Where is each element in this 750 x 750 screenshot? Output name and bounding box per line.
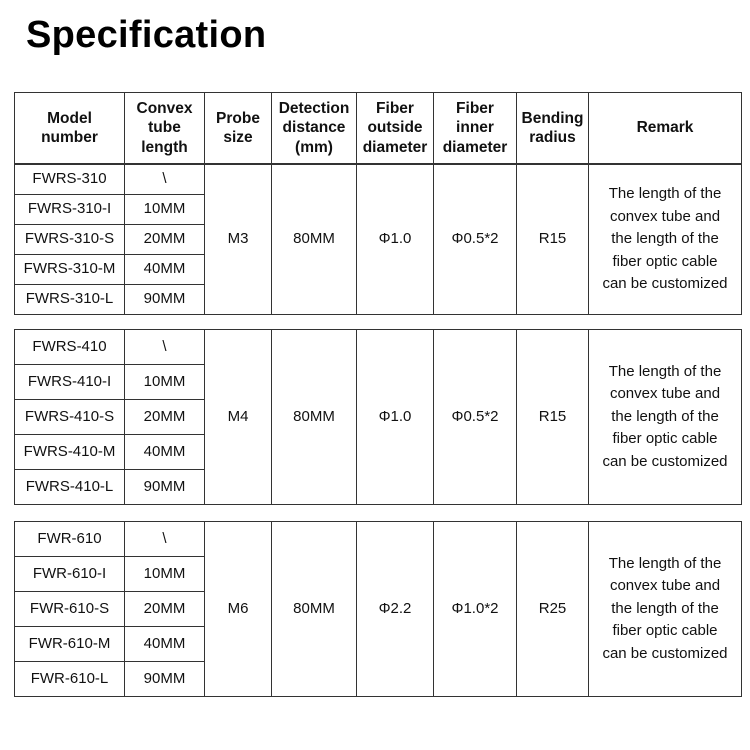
tube-length-cell: 40MM (125, 255, 205, 285)
tube-length-cell: 90MM (125, 662, 205, 697)
tube-length-cell: 20MM (125, 400, 205, 435)
header-row (15, 93, 742, 164)
header-remark: Remark (589, 93, 742, 164)
remark-line: fiber optic cable (612, 430, 718, 448)
remark-cell (589, 330, 742, 505)
remark-cell (589, 522, 742, 697)
tube-length-cell: 40MM (125, 627, 205, 662)
table-row (15, 165, 742, 195)
remark-line: The length of the (608, 185, 722, 203)
bending-radius-cell: R25 (517, 522, 589, 697)
header-text: length (141, 138, 188, 156)
remark-line: The length of the (608, 362, 722, 380)
model-number-cell: FWRS-410-I (15, 365, 125, 400)
model-number-cell: FWRS-310-I (15, 195, 125, 225)
header-text: Fiber (456, 99, 494, 117)
model-number-cell: FWR-610-M (15, 627, 125, 662)
detection-distance-cell: 80MM (272, 165, 357, 315)
header-text: size (223, 129, 253, 146)
page-title: Specification (26, 14, 267, 56)
header-text: radius (529, 129, 576, 146)
header-fiber-outside-diameter (357, 93, 434, 164)
header-text: (mm) (295, 138, 333, 156)
outside-diameter-cell: Φ1.0 (357, 165, 434, 315)
spec-group-table (14, 521, 742, 697)
header-text: diameter (442, 138, 508, 156)
remark-line: The length of the (608, 554, 722, 572)
tube-length-cell: 20MM (125, 592, 205, 627)
remark-line: the length of the (611, 599, 719, 617)
model-number-cell: FWR-610 (15, 522, 125, 557)
remark-line: fiber optic cable (612, 252, 718, 270)
remark-line: can be customized (602, 644, 728, 662)
tube-length-cell: 90MM (125, 470, 205, 505)
tube-length-cell: 10MM (125, 365, 205, 400)
probe-size-cell: M4 (205, 330, 272, 505)
bending-radius-cell: R15 (517, 330, 589, 505)
tube-length-cell: \ (125, 330, 205, 365)
model-number-cell: FWRS-410-L (15, 470, 125, 505)
spec-header-table (14, 92, 742, 164)
detection-distance-cell: 80MM (272, 522, 357, 697)
model-number-cell: FWRS-310-S (15, 225, 125, 255)
remark-line: can be customized (602, 452, 728, 470)
header-text: Model (47, 109, 92, 127)
remark-line: convex tube and (609, 385, 721, 403)
header-text: distance (282, 119, 346, 137)
model-number-cell: FWR-610-I (15, 557, 125, 592)
tube-length-cell: 40MM (125, 435, 205, 470)
inner-diameter-cell: Φ0.5*2 (434, 165, 517, 315)
tube-length-cell: 10MM (125, 195, 205, 225)
model-number-cell: FWRS-310-L (15, 285, 125, 315)
spec-group-table (14, 164, 742, 315)
inner-diameter-cell: Φ1.0*2 (434, 522, 517, 697)
model-number-cell: FWR-610-S (15, 592, 125, 627)
probe-size-cell: M3 (205, 165, 272, 315)
header-bending-radius (517, 93, 589, 164)
header-text: Probe (216, 109, 260, 127)
header-text: tube (148, 119, 181, 137)
header-fiber-inner-diameter (434, 93, 517, 164)
remark-cell (589, 165, 742, 315)
header-text: outside (367, 119, 423, 137)
header-text: inner (456, 119, 494, 137)
remark-line: convex tube and (609, 577, 721, 595)
tube-length-cell: \ (125, 522, 205, 557)
header-text: diameter (362, 138, 428, 156)
header-probe-size (205, 93, 272, 164)
model-number-cell: FWRS-310-M (15, 255, 125, 285)
header-text: number (41, 129, 98, 146)
tube-length-cell: 20MM (125, 225, 205, 255)
inner-diameter-cell: Φ0.5*2 (434, 330, 517, 505)
header-text: Fiber (376, 99, 414, 117)
remark-line: can be customized (602, 275, 728, 293)
tube-length-cell: 90MM (125, 285, 205, 315)
header-detection-distance (272, 93, 357, 164)
header-text: Detection (278, 99, 350, 117)
table-row (15, 522, 742, 557)
bending-radius-cell: R15 (517, 165, 589, 315)
remark-line: convex tube and (609, 207, 721, 225)
remark-line: fiber optic cable (612, 622, 718, 640)
header-text: Convex (136, 99, 193, 117)
model-number-cell: FWRS-410-S (15, 400, 125, 435)
model-number-cell: FWRS-410-M (15, 435, 125, 470)
probe-size-cell: M6 (205, 522, 272, 697)
spec-group-table (14, 329, 742, 505)
outside-diameter-cell: Φ1.0 (357, 330, 434, 505)
outside-diameter-cell: Φ2.2 (357, 522, 434, 697)
remark-line: the length of the (611, 407, 719, 425)
remark-line: the length of the (611, 230, 719, 248)
model-number-cell: FWR-610-L (15, 662, 125, 697)
tube-length-cell: 10MM (125, 557, 205, 592)
header-model-number (15, 93, 125, 164)
header-convex-tube-length (125, 93, 205, 164)
model-number-cell: FWRS-310 (15, 165, 125, 195)
tube-length-cell: \ (125, 165, 205, 195)
model-number-cell: FWRS-410 (15, 330, 125, 365)
header-text: Bending (521, 109, 584, 127)
table-row (15, 330, 742, 365)
detection-distance-cell: 80MM (272, 330, 357, 505)
